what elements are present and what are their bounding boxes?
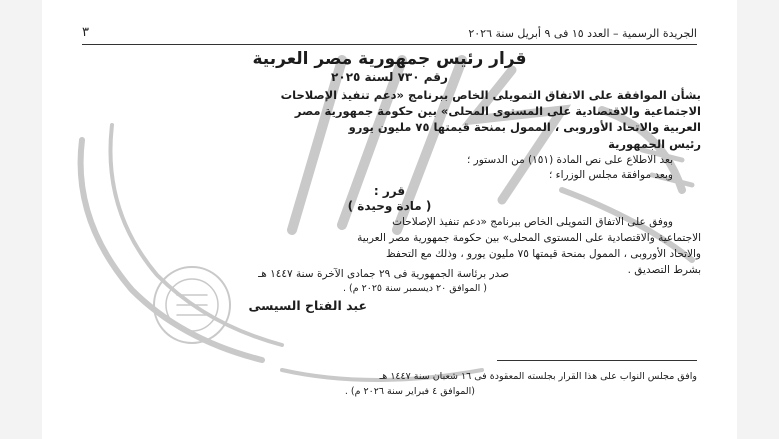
subject-line-3: العربية والاتحاد الأوروبى ، الممول بمنحة قيمتها ٧٥ مليون يورو [348, 120, 701, 134]
article-line-3: والاتحاد الأوروبى ، الممول بمنحة قيمتها ٧٥ مليون يورو ، وذلك مع التحفظ [385, 248, 701, 260]
footnote-line-2: (الموافق ٤ فبراير سنة ٢٠٢٦ م) . [344, 386, 475, 397]
subject-line-1: بشأن الموافقة على الاتفاق التمويلى الخاص ببرنامج «دعم تنفيذ الإصلاحات [280, 88, 701, 102]
article-line-4: بشرط التصديق . [627, 264, 701, 276]
president-heading: رئيس الجمهورية [608, 137, 701, 151]
gazette-header [82, 27, 697, 43]
issued-gregorian: ( الموافق ٢٠ ديسمبر سنة ٢٠٢٥ م) . [342, 283, 487, 294]
decided-heading: قرر : [373, 184, 406, 198]
journal-line: الجريدة الرسمية – العدد ١٥ فى ٩ أبريل سنة ٢٠٢٦ [468, 27, 697, 40]
header-rule [82, 44, 697, 45]
footnote-rule [497, 360, 697, 361]
subject-line-2: الاجتماعية والاقتصادية على المستوى المحلى» بين حكومة جمهورية مصر [294, 104, 701, 118]
right-margin [737, 0, 779, 439]
left-margin [0, 0, 42, 439]
decree-number: رقم ٧٣٠ لسنة ٢٠٢٥ [331, 70, 448, 84]
gazette-page [42, 0, 737, 439]
single-article-heading: ( مادة وحيدة ) [347, 199, 432, 213]
article-line-1: ووفق على الاتفاق التمويلى الخاص ببرنامج «دعم تنفيذ الإصلاحات [392, 216, 673, 228]
preamble-line-2: وبعد موافقة مجلس الوزراء ؛ [549, 169, 673, 181]
article-line-2: الاجتماعية والاقتصادية على المستوى المحلى» بين حكومة جمهورية مصر العربية [357, 232, 701, 244]
decree-title: قرار رئيس جمهورية مصر العربية [252, 49, 527, 69]
page-number: ٣ [82, 25, 89, 40]
footnote-line-1: وافق مجلس النواب على هذا القرار بجلسته المعقودة فى ١٦ شعبان سنة ١٤٤٧ هـ [379, 371, 697, 382]
issued-line: صدر برئاسة الجمهورية فى ٢٩ جمادى الآخرة سنة ١٤٤٧ هـ [258, 268, 509, 280]
preamble-line-1: بعد الاطلاع على نص المادة (١٥١) من الدستور ؛ [467, 154, 673, 166]
president-signature: عبد الفتاح السيسى [248, 298, 367, 313]
